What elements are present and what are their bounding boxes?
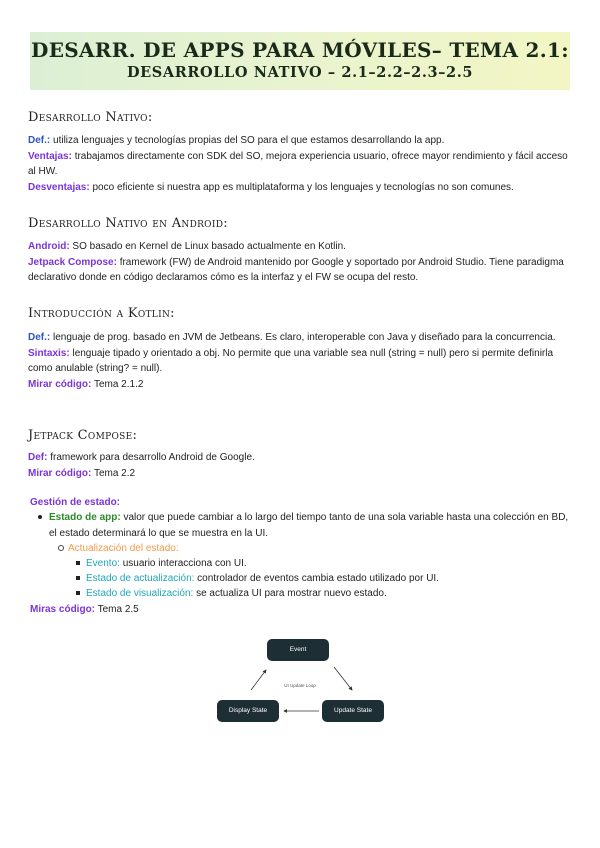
sintaxis-text: lenguaje tipado y orientado a obj. No permite que una variable sea null (string = null) pero si permite definirla como anulable (string? = null). <box>28 347 554 374</box>
arrow-event-to-update <box>334 667 352 690</box>
gestion-heading <box>30 495 578 511</box>
evento-item <box>86 556 247 572</box>
android-line <box>28 239 576 255</box>
evento-text: usuario interacciona con UI. <box>119 558 247 569</box>
evento-label: Evento: <box>86 558 120 569</box>
jc-line <box>28 255 576 286</box>
estado-label: Estado de app: <box>49 512 121 523</box>
arrow-display-to-event <box>251 670 266 690</box>
estado-item <box>49 510 569 541</box>
kotlin-def-line <box>28 330 576 346</box>
jetpack-code-label: Mirar código: <box>28 467 92 479</box>
desventajas-label: Desventajas: <box>28 181 90 193</box>
diagram-center-label: UI Update Loop <box>284 683 316 688</box>
desventajas-line <box>28 180 576 196</box>
diagram-arrows <box>200 630 400 730</box>
desventajas-text: poco eficiente si nuestra app es multiplataforma y los lenguajes y tecnologías no son comunes. <box>89 181 514 193</box>
kotlin-def-text: lenguaje de prog. basado en JVM de Jetbeans. Es claro, interoperable con Java y diseñado para la concurrencia. <box>50 332 556 343</box>
ventajas-text: trabajamos directamente con SDK del SO, mejora experiencia usuario, ofrece mayor rendimiento y fácil acceso al HW. <box>28 150 568 177</box>
sintaxis-label: Sintaxis: <box>28 347 70 359</box>
bullet-square-2 <box>76 571 80 587</box>
kotlin-def-label: Def.: <box>28 332 51 343</box>
miras-text: Tema 2.5 <box>95 604 139 615</box>
est-vis-label: Estado de visualización: <box>86 588 194 599</box>
heading-nativo-android: Desarrollo Nativo en Android: <box>28 216 228 231</box>
actualizacion-item <box>68 541 179 557</box>
jetpack-code-text: Tema 2.2 <box>91 467 136 479</box>
paragraph-s2 <box>28 239 576 286</box>
miras-line <box>30 602 578 618</box>
android-text: SO basado en Kernel de Linux basado actualmente en Kotlin. <box>69 241 346 252</box>
bullet-square-1 <box>76 556 80 572</box>
heading-desarrollo-nativo: Desarrollo Nativo: <box>28 110 153 125</box>
page-subtitle: DESARROLLO NATIVO – 2.1–2.2–2.3–2.5 <box>126 64 474 81</box>
node-update-state: Update State <box>322 700 384 722</box>
miras-label: Miras código: <box>30 604 96 615</box>
actualizacion-label: Actualización del estado: <box>68 543 179 554</box>
bullet-dot <box>38 510 48 526</box>
jc-label: Jetpack Compose: <box>28 256 117 268</box>
est-act-item <box>86 571 439 587</box>
heading-kotlin: Introducción a Kotlin: <box>28 306 175 321</box>
bullet-circle <box>58 541 64 557</box>
kotlin-code-text: Tema 2.1.2 <box>91 378 144 390</box>
paragraph-s1 <box>28 133 576 195</box>
est-act-text: controlador de eventos cambia estado utilizado por UI. <box>194 573 439 584</box>
bullet-square-3 <box>76 586 80 602</box>
jetpack-def-text: framework para desarrollo Android de Google. <box>47 452 255 463</box>
paragraph-s3 <box>28 330 576 392</box>
jetpack-code-line <box>28 466 576 482</box>
estado-text: valor que puede cambiar a lo largo del tiempo tanto de una sola variable hasta una colección en BD, el estado determinará lo que se muestra en la UI. <box>49 512 569 539</box>
heading-jetpack: Jetpack Compose: <box>28 428 138 443</box>
ventajas-label: Ventajas: <box>28 150 72 162</box>
est-act-label: Estado de actualización: <box>86 573 195 584</box>
ventajas-line <box>28 149 576 180</box>
def-line <box>28 133 576 149</box>
est-vis-text: se actualiza UI para mostrar nuevo estado. <box>193 588 387 599</box>
android-label: Android: <box>28 241 70 252</box>
kotlin-code-label: Mirar código: <box>28 378 92 390</box>
jc-text: framework (FW) de Android mantenido por Google y soportado por Android Studio. Tiene paradigma declarativo donde en código declaramos cómo es la interfaz y el FW se ocupa del resto. <box>28 256 564 283</box>
def-text: utiliza lenguajes y tecnologías propias del SO para el que estamos desarrollando la app. <box>50 135 445 146</box>
jetpack-def-line <box>28 450 576 466</box>
node-event: Event <box>267 639 329 661</box>
gestion-label: Gestión de estado: <box>30 497 121 508</box>
paragraph-s4 <box>28 450 576 481</box>
est-vis-item <box>86 586 387 602</box>
sintaxis-line <box>28 346 576 377</box>
page-title: DESARR. DE APPS PARA MÓVILES– TEMA 2.1: <box>31 38 569 62</box>
jetpack-def-label: Def: <box>28 452 48 463</box>
kotlin-code-line <box>28 377 576 393</box>
def-label: Def.: <box>28 135 51 146</box>
node-display-state: Display State <box>217 700 279 722</box>
title-banner <box>30 32 570 90</box>
